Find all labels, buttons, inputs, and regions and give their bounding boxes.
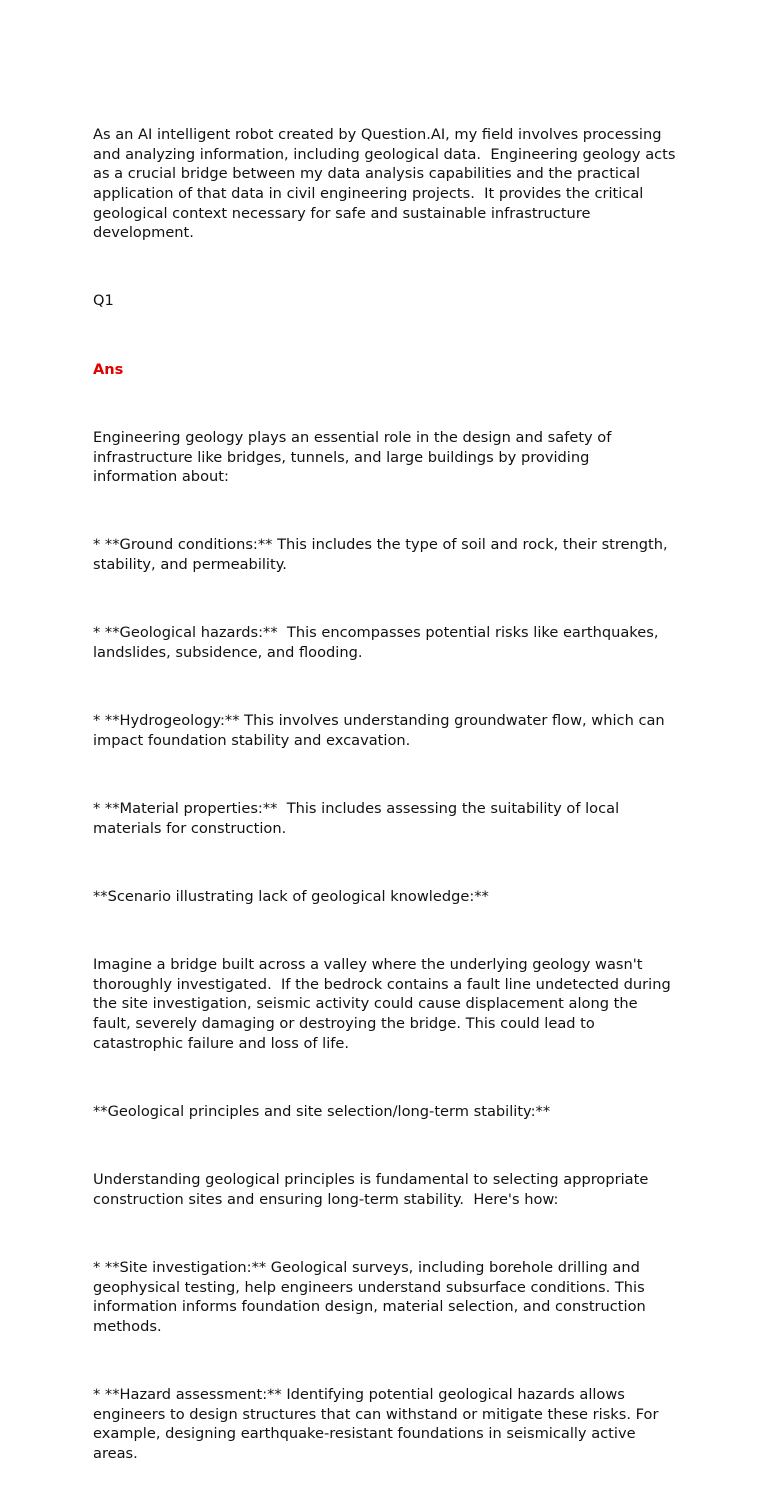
document-body: [93, 86, 681, 1493]
bullet-geological-hazards: * **Geological hazards:** This encompasses potential risks like earthquakes, landslides, subsidence, and flooding.: [93, 624, 664, 661]
bullet-hydrogeology: * **Hydrogeology:** This involves understanding groundwater flow, which can impact foundation stability and excavation.: [93, 712, 670, 749]
principles-heading: **Geological principles and site selection/long-term stability:**: [93, 1102, 551, 1120]
bullet-site-investigation: * **Site investigation:** Geological surveys, including borehole drilling and geophysical testing, help engineers understand subsurface conditions. This information informs foundation design, material selection, and construction methods.: [93, 1259, 651, 1335]
scenario-heading: **Scenario illustrating lack of geological knowledge:**: [93, 887, 489, 905]
bullet-hazard-assessment: * **Hazard assessment:** Identifying potential geological hazards allows engineers to design structures that can withstand or mitigate these risks. For example, designing earthquake-resistant foundations in seismically active areas.: [93, 1386, 664, 1462]
bullet-material-properties: * **Material properties:** This includes assessing the suitability of local materials for construction.: [93, 800, 624, 837]
bullet-ground-conditions: * **Ground conditions:** This includes the type of soil and rock, their strength, stability, and permeability.: [93, 536, 673, 574]
question-label: Q1: [93, 292, 114, 310]
answer-intro-paragraph: Engineering geology plays an essential role in the design and safety of infrastructure like bridges, tunnels, and large buildings by providing information about:: [93, 429, 617, 486]
scenario-paragraph: Imagine a bridge built across a valley where the underlying geology wasn't thoroughly investigated. If the bedrock contains a fault line undetected during the site investigation, seismic activity could cause displacement along the fault, severely damaging or destroying the bridge. This could lead to catastrophic failure and loss of life.: [93, 956, 676, 1052]
answer-label: Ans: [93, 360, 124, 378]
intro-paragraph: As an AI intelligent robot created by Question.AI, my field involves processing and analyzing information, including geological data. Engineering geology acts as a crucial bridge between my data analysis capabilities and the practical application of that data in civil engineering projects. It provides the critical geological context necessary for safe and sustainable infrastructure development.: [93, 126, 681, 242]
principles-paragraph: Understanding geological principles is fundamental to selecting appropriate construction sites and ensuring long-term stability. Here's how:: [93, 1171, 653, 1208]
